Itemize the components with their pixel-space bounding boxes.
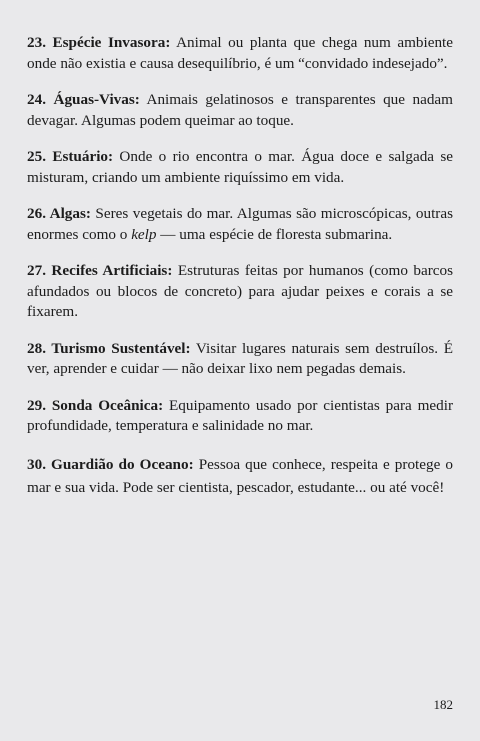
entry-definition: Equipamento usado por cientistas para medir profundidade, temperatura e salinidade no mar. <box>27 396 454 434</box>
entry-definition: Animal ou planta que chega num ambiente onde não existia e causa desequilíbrio, é um “convidado indesejado”. <box>27 34 454 72</box>
entry-term: 24. Águas-Vivas: <box>27 91 140 108</box>
glossary-entry-25 <box>27 147 453 188</box>
entry-term: 26. Algas: <box>27 205 91 222</box>
entry-term: 30. Guardião do Oceano: <box>27 455 194 473</box>
entry-definition: Animais gelatinosos e transparentes que nadam devagar. Algumas podem queimar ao toque. <box>27 91 453 129</box>
glossary-entry-23 <box>27 33 453 74</box>
entry-emphasis-term: kelp <box>131 225 157 243</box>
entry-term: 23. Espécie Invasora: <box>27 34 171 51</box>
glossary-entry-29 <box>27 396 453 437</box>
glossary-entry-30 <box>27 453 453 499</box>
glossary-page <box>27 33 453 515</box>
entry-definition: Onde o rio encontra o mar. Água doce e salgada se misturam, criando um ambiente riquíssimo em vida. <box>27 148 454 186</box>
glossary-entry-24 <box>27 90 453 131</box>
entry-definition: Pessoa que conhece, respeita e protege o mar e sua vida. Pode ser cientista, pescador, estudante... ou até você! <box>27 455 453 496</box>
glossary-entry-27 <box>27 261 453 323</box>
entry-definition: Visitar lugares naturais sem destruílos. É ver, aprender e cuidar — não deixar lixo nem pegadas demais. <box>27 339 453 377</box>
entry-term: 28. Turismo Sustentável: <box>27 339 191 357</box>
entry-definition-start: Seres vegetais do mar. Algumas são microscópicas, outras enormes como o <box>27 205 454 243</box>
entry-definition-end: — uma espécie de floresta submarina. <box>156 225 393 243</box>
entry-definition: Estruturas feitas por humanos (como barcos afundados ou blocos de concreto) para ajudar peixes e corais a se fixarem. <box>27 262 454 320</box>
entry-term: 29. Sonda Oceânica: <box>27 396 164 414</box>
entry-term: 27. Recifes Artificiais: <box>27 262 173 279</box>
page-number: 182 <box>433 697 453 712</box>
entry-term: 25. Estuário: <box>27 148 114 165</box>
glossary-entry-26 <box>27 204 453 245</box>
glossary-entry-28 <box>27 339 453 380</box>
